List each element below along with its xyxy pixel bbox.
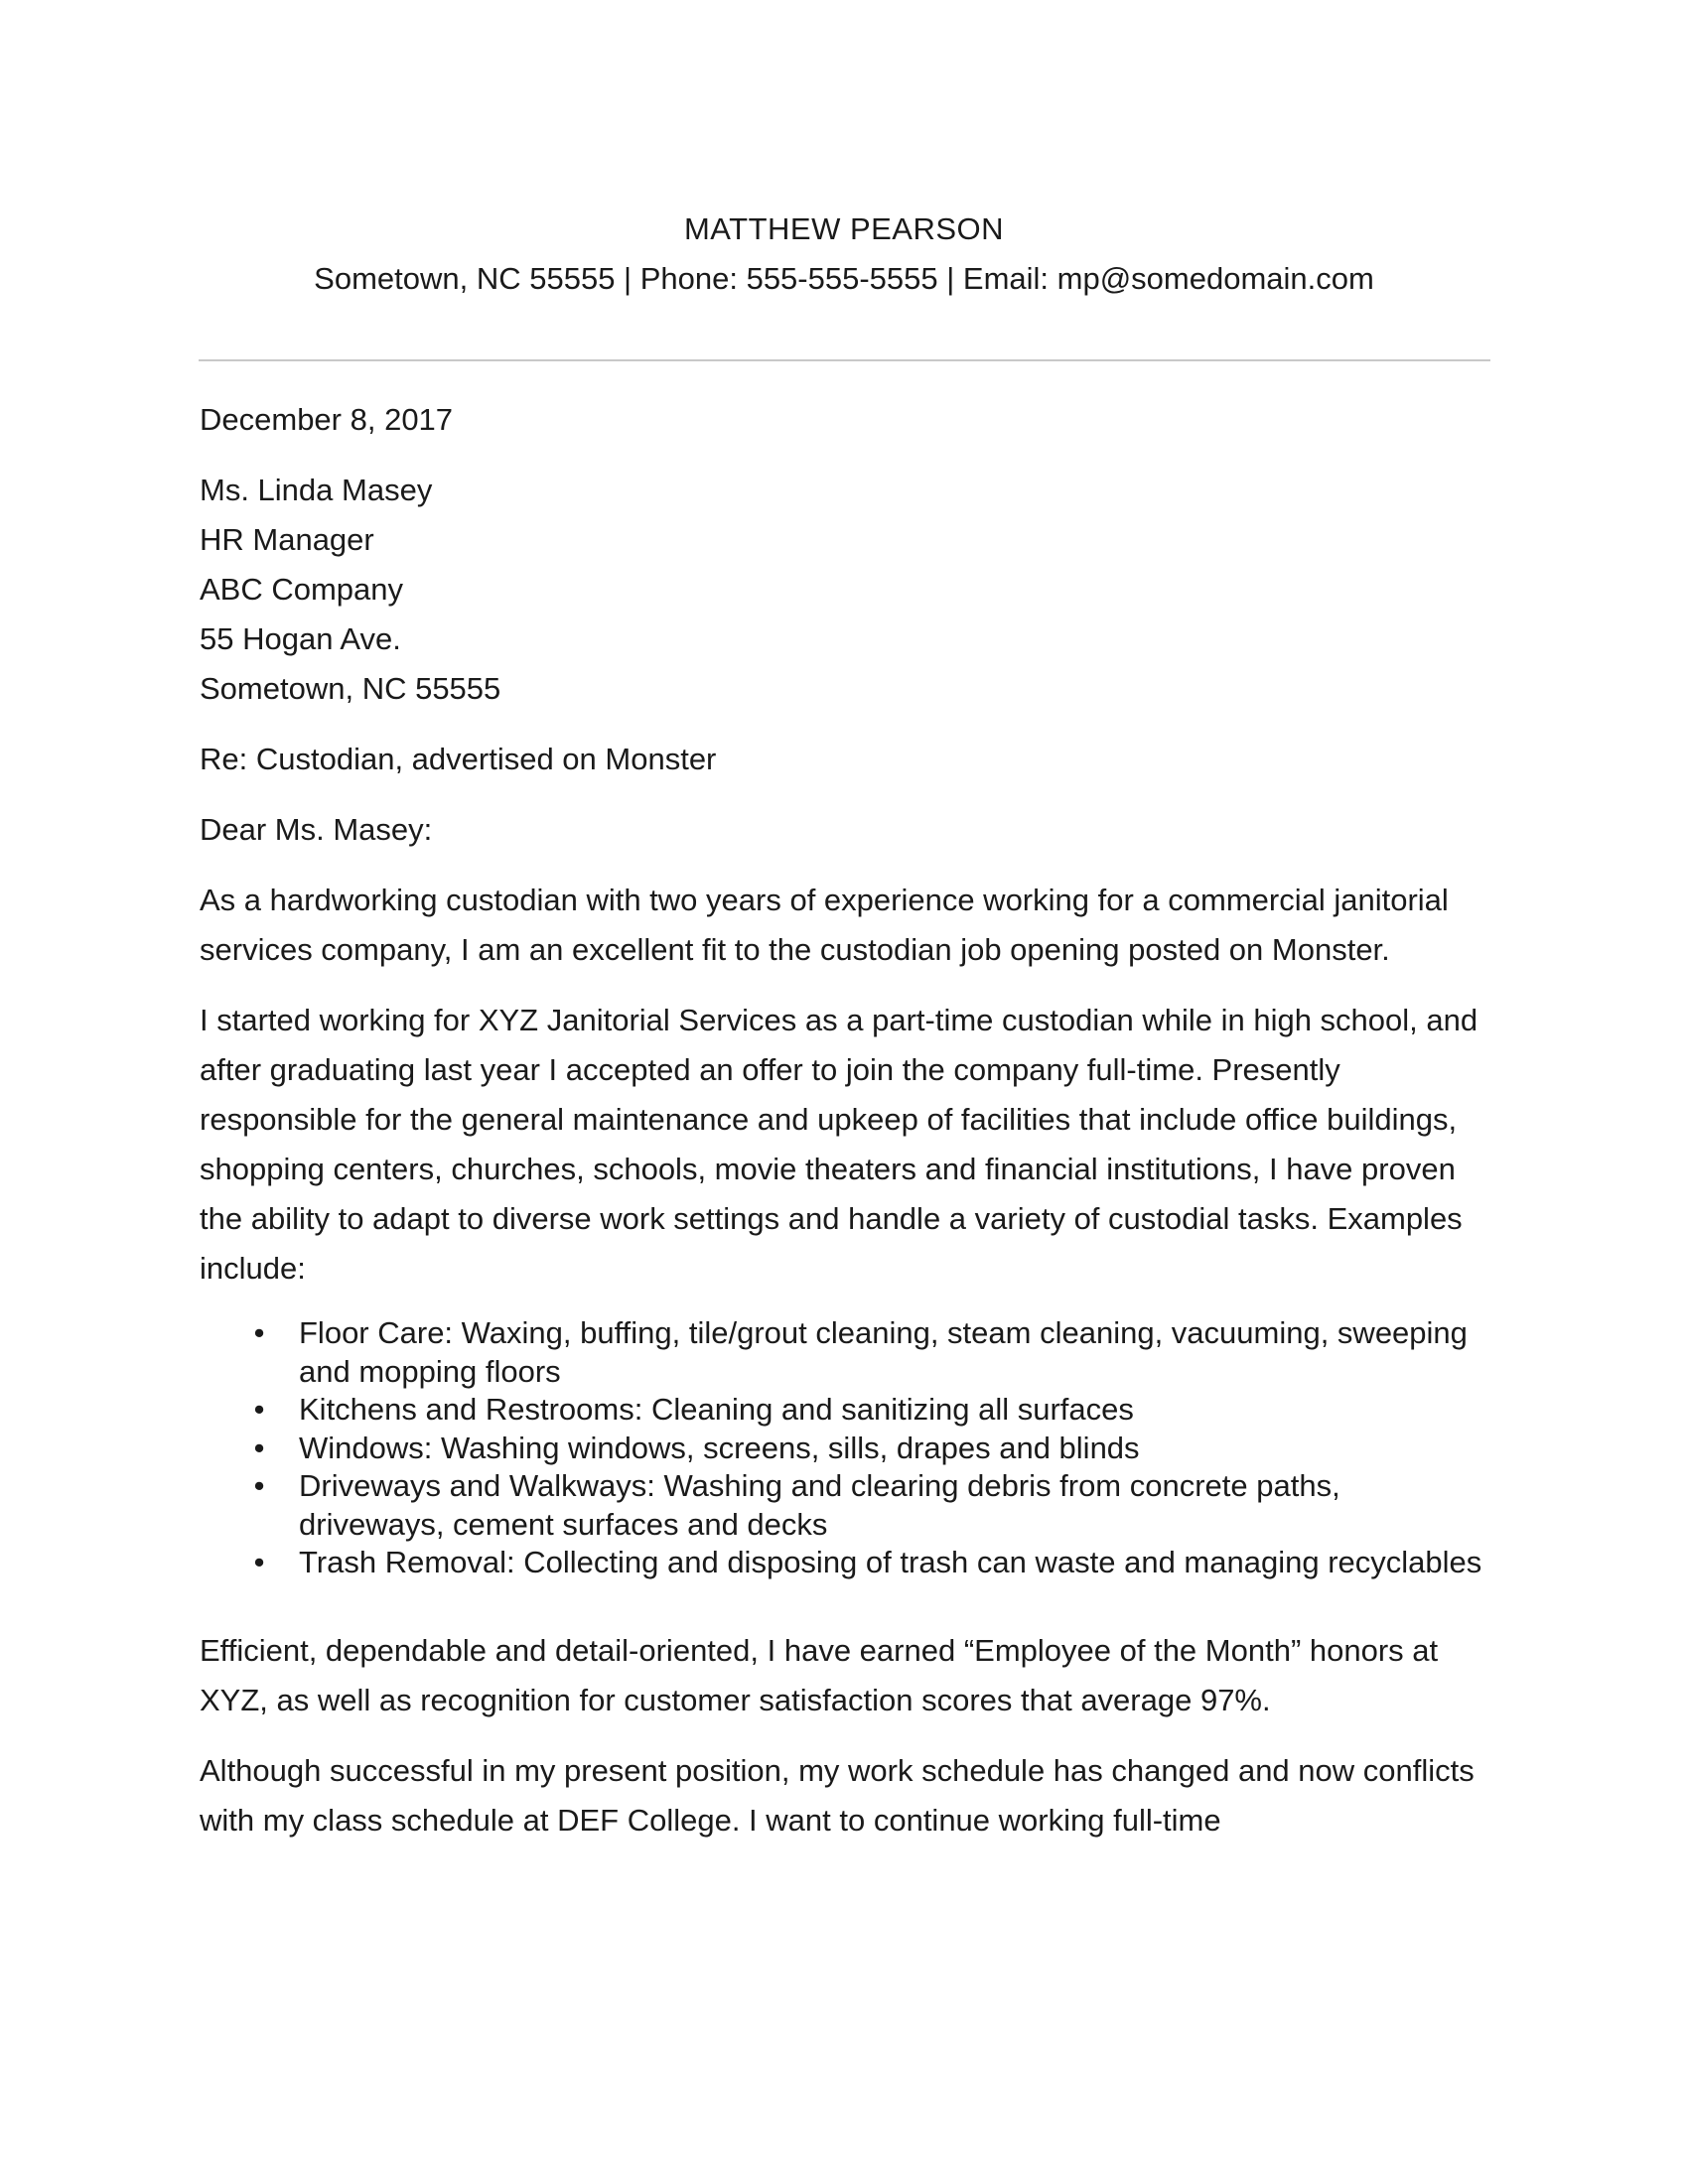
sender-name: MATTHEW PEARSON <box>683 211 1005 246</box>
bullet-icon: • <box>253 1392 265 1427</box>
task-text: Driveways and Walkways: Washing and clearing debris from concrete paths, driveways, cement surfaces and decks <box>299 1468 1340 1542</box>
list-item <box>200 1430 1490 1468</box>
letter-body <box>200 395 1490 1866</box>
task-text: Floor Care: Waxing, buffing, tile/grout cleaning, steam cleaning, vacuuming, sweeping and mopping floors <box>299 1315 1468 1389</box>
recipient-company: ABC Company <box>200 572 404 607</box>
paragraph-experience: I started working for XYZ Janitorial Services as a part-time custodian while in high school, and after graduating last year I accepted an offer to join the company full-time. Presently responsible for the general maintenance and upkeep of facilities that include office buildings, shopping centers, churches, schools, movie theaters and financial institutions, I have proven the ability to adapt to diverse work settings and handle a variety of custodial tasks. Examples include: <box>200 1003 1478 1286</box>
header-divider <box>199 359 1490 361</box>
list-item <box>200 1391 1490 1430</box>
recipient-city: Sometown, NC 55555 <box>200 671 501 706</box>
list-item <box>200 1544 1490 1582</box>
recipient-street: 55 Hogan Ave. <box>200 621 401 656</box>
paragraph-intro: As a hardworking custodian with two years of experience working for a commercial janitorial services company, I am an excellent fit to the custodian job opening posted on Monster. <box>200 883 1449 967</box>
letterhead <box>0 208 1688 300</box>
recipient-title: HR Manager <box>200 522 374 557</box>
list-item <box>200 1467 1490 1544</box>
bullet-icon: • <box>253 1545 265 1579</box>
recipient-name: Ms. Linda Masey <box>200 473 433 507</box>
subject-line: Re: Custodian, advertised on Monster <box>200 742 717 776</box>
sender-contact: Sometown, NC 55555 | Phone: 555-555-5555 | Email: mp@somedomain.com <box>314 261 1374 296</box>
bullet-icon: • <box>253 1315 265 1350</box>
paragraph-achievements: Efficient, dependable and detail-oriented, I have earned “Employee of the Month” honors at XYZ, as well as recognition for customer satisfaction scores that average 97%. <box>200 1632 1439 1717</box>
bullet-icon: • <box>253 1430 265 1465</box>
task-text: Trash Removal: Collecting and disposing of trash can waste and managing recyclables <box>299 1545 1482 1579</box>
bullet-icon: • <box>253 1468 265 1503</box>
paragraph-reason: Although successful in my present position, my work schedule has changed and now conflicts with my class schedule at DEF College. I want to continue working full-time <box>200 1752 1475 1838</box>
letter-date: December 8, 2017 <box>200 402 454 437</box>
salutation: Dear Ms. Masey: <box>200 812 433 847</box>
recipient-address <box>200 466 1490 714</box>
task-list <box>200 1314 1490 1582</box>
list-item <box>200 1314 1490 1391</box>
task-text: Windows: Washing windows, screens, sills, drapes and blinds <box>299 1430 1140 1465</box>
task-text: Kitchens and Restrooms: Cleaning and sanitizing all surfaces <box>299 1392 1134 1427</box>
